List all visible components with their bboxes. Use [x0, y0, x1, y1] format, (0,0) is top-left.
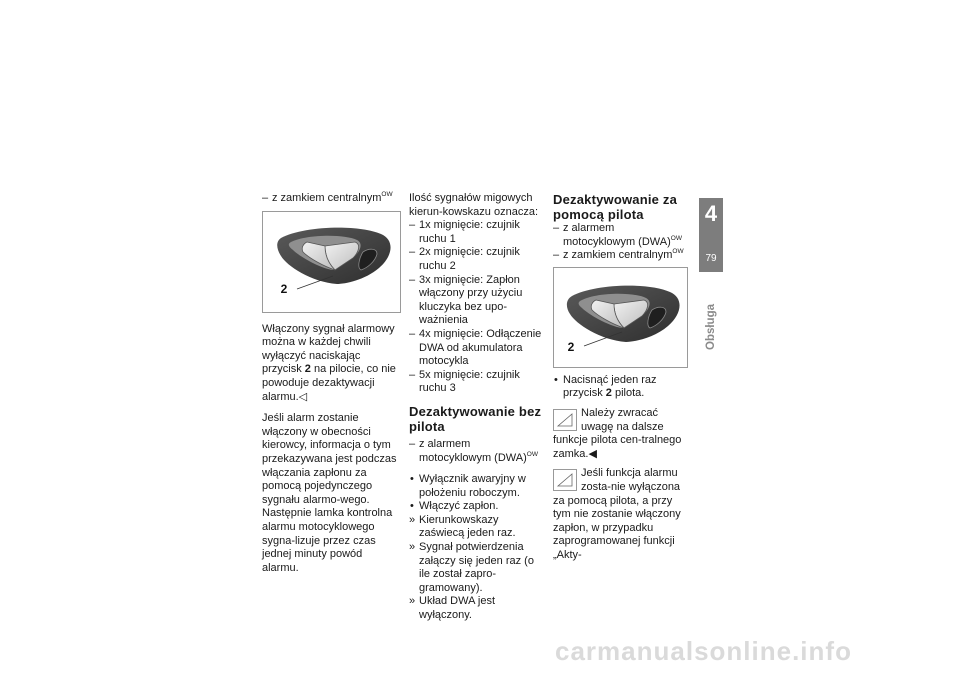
superscript-ow: OW [381, 191, 393, 198]
remote-key-icon [263, 212, 400, 312]
list-item: – 5x mignięcie: czujnik ruchu 3 [409, 369, 545, 396]
list-item [553, 222, 688, 249]
page-number: 79 [705, 253, 717, 264]
note-text: Należy zwracać uwagę na dalsze funkcje pilota cen-tralnego zamka.◀ [553, 406, 682, 460]
section-heading-remote: Dezaktywowanie za pomocą pilota [553, 192, 678, 222]
column-2 [409, 192, 545, 623]
list-item-text: z zamkiem centralnym [563, 249, 673, 262]
button-ref: 2 [605, 387, 612, 400]
paragraph-text: Włączony sygnał alarmowy można w każdej chwili wyłączyć naciskając przycisk [262, 322, 395, 376]
superscript-ow: OW [526, 450, 538, 458]
list-item-text: z alarmem motocyklowym (DWA) [563, 222, 671, 248]
paragraph-alarm-info: Jeśli alarm zostanie włączony w obecności kierowcy, informacja o tym przekazywana jest podczas włączania zapłonu za pomocą pojedynczego sygnału alarmo-wego. Następnie lamka kontrolna alarmu motocyklowego sygna-lizuje przez czas jednej minuty powód alarmu. [262, 412, 397, 574]
section-heading-no-remote: Dezaktywowanie bez pilota [409, 403, 542, 434]
list-item [553, 249, 688, 263]
superscript-ow: OW [670, 234, 682, 242]
column-3 [553, 192, 688, 563]
remote-key-figure [262, 211, 401, 313]
result-item: » Układ DWA jest wyłączony. [409, 595, 545, 622]
note-text: Jeśli funkcja alarmu zosta-nie wyłączona za pomocą pilota, a przy tym nie zostanie włączony zapłon, w przypadku zaprogramowanej funkcji „Akty- [553, 467, 681, 561]
list-item: – 3x mignięcie: Zapłon włączony przy użyciu kluczyka bez upo-ważnienia [409, 274, 545, 328]
list-item: – 2x mignięcie: czujnik ruchu 2 [409, 246, 545, 273]
superscript-ow: OW [672, 248, 684, 256]
note-icon [553, 409, 577, 431]
note-remote-functions [553, 407, 688, 461]
button-ref: 2 [304, 363, 311, 376]
list-item: – 4x mignięcie: Odłączenie DWA od akumulatora motocykla [409, 328, 545, 369]
callout-button-2: 2 [276, 281, 292, 297]
note-alarm-disabled [553, 467, 688, 562]
list-item [262, 192, 402, 206]
list-item: – 1x mignięcie: czujnik ruchu 1 [409, 219, 545, 246]
callout-button-2: 2 [563, 339, 579, 355]
chapter-number: 4 [704, 201, 718, 226]
step-text: Nacisnąć jeden raz przycisk [563, 373, 657, 400]
signal-intro: Ilość sygnałów migowych kierun-kowskazu oznacza: [409, 192, 539, 218]
note-icon [553, 469, 577, 491]
column-1 [262, 192, 402, 575]
list-item [409, 438, 545, 465]
step-item: • Włączyć zapłon. [409, 500, 545, 514]
step-item [553, 374, 688, 401]
result-item: » Kierunkowskazy zaświecą jeden raz. [409, 514, 545, 541]
remote-key-figure [553, 267, 688, 368]
paragraph-disable-alarm [262, 323, 402, 405]
list-item-text: z alarmem motocyklowym (DWA) [419, 437, 527, 464]
section-name: Obsługa [705, 303, 717, 350]
paragraph-text-end: na pilocie, co nie powoduje dezaktywacji alarmu.◁ [262, 363, 396, 403]
step-item: • Wyłącznik awaryjny w położeniu roboczym. [409, 473, 545, 500]
step-text-end: pilota. [614, 387, 645, 400]
watermark: carmanualsonline.info [555, 636, 852, 666]
list-item-text: z zamkiem centralnym [272, 192, 382, 204]
result-item: » Sygnał potwierdzenia załączy się jeden raz (o ile został zapro-gramowany). [409, 541, 545, 595]
